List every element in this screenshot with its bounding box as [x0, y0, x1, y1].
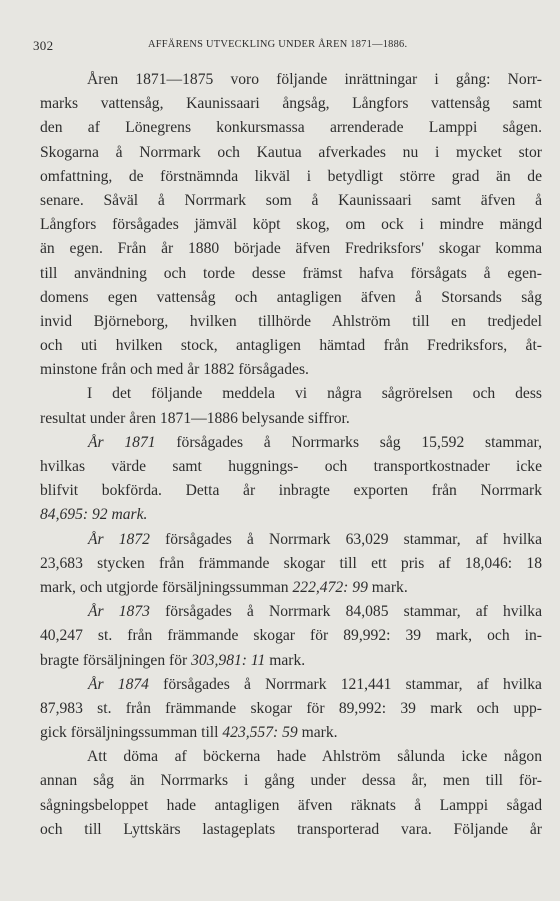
text-line — [40, 455, 542, 479]
text-segment: och uti hvilken stock, antagligen hämtad från Fredriksfors, åt- — [40, 337, 542, 355]
text-line — [40, 334, 542, 358]
text-line — [40, 407, 542, 431]
running-title: AFFÄRENS UTVECKLING UNDER ÅREN 1871—1886. — [148, 39, 408, 50]
text-line — [40, 213, 542, 237]
text-segment: försågades å Norrmark 121,441 stammar, af hvilka — [148, 675, 542, 693]
text-segment: mark. — [265, 651, 306, 669]
text-line — [40, 503, 542, 527]
text-line — [40, 528, 542, 552]
text-line — [40, 576, 542, 600]
italic-text: År 1873 — [88, 603, 150, 621]
text-line — [40, 769, 542, 793]
text-segment: annan såg än Norrmarks i gång under dessa år, men till för- — [40, 772, 542, 790]
text-line — [40, 431, 542, 455]
text-segment: mark. — [297, 724, 338, 742]
text-segment: försågades å Norrmark 63,029 stammar, af hvilka — [149, 530, 542, 548]
text-line — [40, 116, 542, 140]
text-line — [40, 818, 542, 842]
body-text — [40, 68, 542, 842]
text-line — [40, 673, 542, 697]
italic-text: År 1871 — [88, 433, 156, 451]
text-segment: mark. — [367, 578, 408, 596]
text-segment: senare. Såväl å Norrmark som å Kaunissaari samt äfven å — [40, 191, 542, 209]
text-segment: gick försäljningssumman till — [40, 724, 223, 742]
text-segment: minstone från och med år 1882 försågades. — [40, 361, 309, 379]
text-line — [40, 262, 542, 286]
italic-text: 303,981: 11 — [191, 651, 266, 669]
text-line — [40, 479, 542, 503]
italic-text: 222,472: 99 — [292, 578, 368, 596]
text-segment: invid Björneborg, hvilken tillhörde Ahlström till en tredjedel — [40, 312, 542, 330]
text-segment: Långfors försågades jämväl köpt skog, om ock i mindre mängd — [40, 216, 542, 234]
text-segment: 40,247 st. från främmande skogar för 89,992: 39 mark, och in- — [40, 627, 542, 645]
italic-text: År 1874 — [88, 675, 149, 693]
text-segment: den af Lönegrens konkursmassa arrenderade Lamppi sågen. — [40, 119, 542, 137]
text-segment: omfattning, de förstnämnda likväl i betydligt större grad än de — [40, 167, 542, 185]
text-segment: 87,983 st. från främmande skogar för 89,992: 39 mark och upp- — [40, 699, 542, 717]
italic-text: 423,557: 59 — [222, 724, 298, 742]
text-segment: Att döma af böckerna hade Ahlström sålunda icke någon — [87, 748, 542, 766]
text-line — [40, 310, 542, 334]
italic-text: År 1872 — [88, 530, 150, 548]
text-segment: till användning och torde desse främst hafva försågats å egen- — [40, 264, 542, 282]
text-line — [40, 141, 542, 165]
text-line — [40, 552, 542, 576]
text-segment: bragte försäljningen för — [40, 651, 192, 669]
text-line — [40, 697, 542, 721]
text-line — [40, 358, 542, 382]
text-segment: marks vattensåg, Kaunissaari ångsåg, Långfors vattensåg samt — [40, 95, 542, 113]
text-line — [40, 92, 542, 116]
text-line — [40, 649, 542, 673]
text-line — [40, 68, 542, 92]
text-line — [40, 286, 542, 310]
text-segment: 23,683 stycken från främmande skogar till ett pris af 18,046: 18 — [40, 554, 542, 572]
text-segment: och till Lyttskärs lastageplats transporterad vara. Följande år — [40, 820, 542, 838]
text-segment: I det följande meddela vi några sågrörelsen och dess — [87, 385, 542, 403]
text-line — [40, 721, 542, 745]
text-segment: blifvit bokförda. Detta år inbragte exporten från Norrmark — [40, 482, 542, 500]
text-line — [40, 237, 542, 261]
text-segment: domens egen vattensåg och antagligen äfven å Storsands såg — [40, 288, 542, 306]
text-segment: försågades å Norrmarks såg 15,592 stammar, — [155, 433, 542, 451]
text-segment: Åren 1871—1875 voro följande inrättningar i gång: Norr- — [87, 71, 542, 88]
text-line — [40, 745, 542, 769]
text-segment: hvilkas värde samt huggnings- och transportkostnader icke — [40, 458, 542, 475]
text-segment: än egen. Från år 1880 började äfven Fredriksfors' skogar komma — [40, 240, 542, 258]
text-line — [40, 600, 542, 624]
text-line — [40, 165, 542, 189]
text-segment: Skogarna å Norrmark och Kautua afverkades nu i mycket stor — [40, 143, 542, 161]
text-segment: mark, och utgjorde försäljningssumman — [40, 578, 293, 596]
text-segment: resultat under åren 1871—1886 belysande siffror. — [40, 409, 350, 427]
italic-text: 84,695: 92 mark. — [40, 506, 148, 524]
text-line — [40, 624, 542, 648]
text-segment: försågades å Norrmark 84,085 stammar, af hvilka — [149, 603, 542, 621]
page-number: 302 — [33, 38, 54, 53]
running-header — [0, 38, 560, 54]
text-segment: sågningsbeloppet hade antagligen äfven räknats å Lamppi sågad — [40, 796, 542, 814]
text-line — [40, 382, 542, 406]
text-line — [40, 189, 542, 213]
text-line — [40, 794, 542, 818]
